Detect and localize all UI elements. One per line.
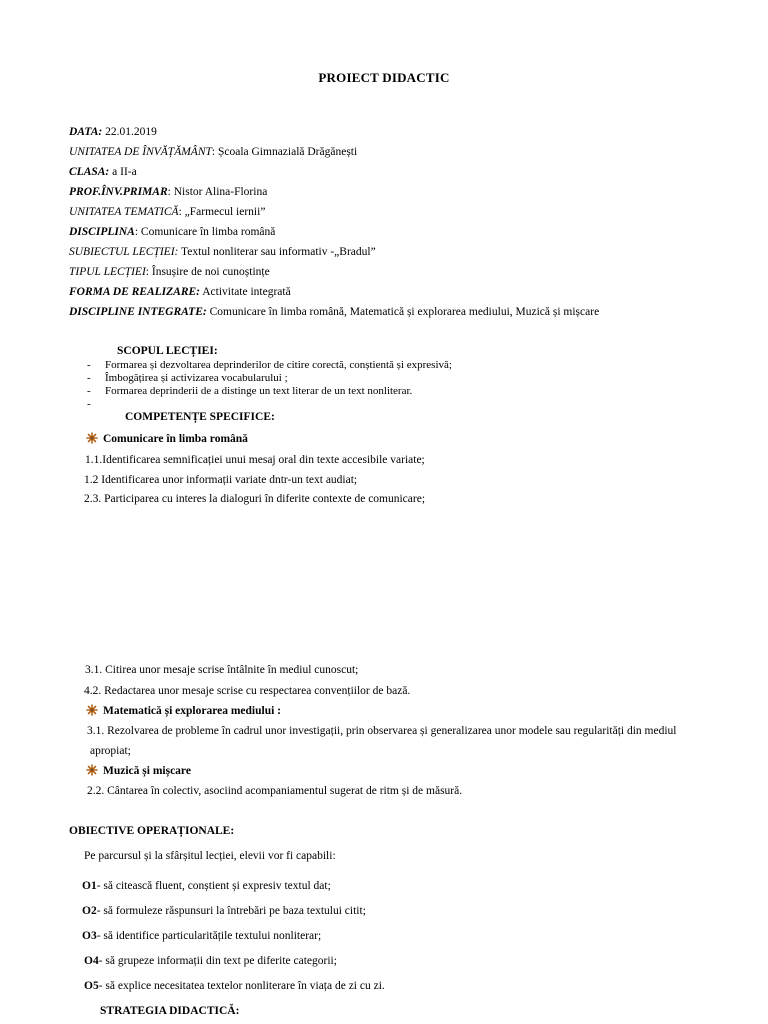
- field-value: Comunicare în limba română, Matematică și explorarea mediului, Muzică și mișcare: [206, 306, 600, 318]
- field-prof: [69, 185, 267, 199]
- field-label: FORMA DE REALIZARE:: [69, 286, 201, 298]
- field-value: : „Farmecul iernii”: [178, 206, 266, 218]
- competenta-item: 3.1. Rezolvarea de probleme în cadrul unor investigații, prin observarea și generalizarea unor modele sau regularități din mediul: [87, 725, 677, 737]
- field-label: UNITATEA TEMATICĂ: [69, 206, 179, 218]
- competenta-item: 2.3. Participarea cu interes la dialoguri în diferite contexte de comunicare;: [84, 493, 426, 505]
- field-value: Activitate integrată: [200, 286, 291, 298]
- field-label: TIPUL LECȚIEI: [69, 266, 146, 278]
- field-unitatea: [69, 145, 357, 159]
- field-label: CLASA:: [69, 166, 110, 178]
- field-subiectul: [69, 245, 376, 259]
- obiectiv-item: O3- să identifice particularitățile textului nonliterar;: [82, 930, 322, 942]
- obiectiv-item: O1- să citească fluent, conștient și expresiv textul dat;: [82, 880, 331, 892]
- star-bullet-icon: [86, 432, 98, 444]
- competente-heading: COMPETENȚE SPECIFICE:: [125, 411, 275, 423]
- competente-group-title: Comunicare în limba română: [86, 432, 248, 445]
- scop-item: -: [87, 398, 91, 410]
- field-disciplina: [69, 225, 275, 239]
- document-title: PROIECT DIDACTIC: [318, 70, 450, 85]
- field-clasa: [69, 165, 137, 179]
- field-label: UNITATEA DE ÎNVĂȚĂMÂNT: [69, 146, 212, 158]
- field-label: DISCIPLINA: [69, 226, 135, 238]
- field-value: 22.01.2019: [102, 126, 157, 138]
- field-value: : Însușire de noi cunoștințe: [145, 266, 270, 278]
- competente-group-title: Muzică și mișcare: [86, 764, 191, 777]
- competenta-item: 2.2. Cântarea în colectiv, asociind acompaniamentul sugerat de ritm și de măsură.: [87, 785, 463, 797]
- scop-item: - Îmbogățirea și activizarea vocabularului ;: [87, 372, 288, 384]
- field-discipline-integrate: [69, 305, 599, 319]
- field-label: DATA:: [69, 126, 103, 138]
- competenta-item: 1.1.Identificarea semnificației unui mesaj oral din texte accesibile variate;: [85, 454, 425, 466]
- field-forma: [69, 285, 291, 299]
- field-value: : Nistor Alina-Florina: [167, 186, 268, 198]
- obiectiv-item: O5- să explice necesitatea textelor nonliterare în viața de zi cu zi.: [84, 980, 385, 992]
- obiectiv-item: O4- să grupeze informații din text pe diferite categorii;: [84, 955, 337, 967]
- field-value: Textul nonliterar sau informativ -„Bradul”: [178, 246, 376, 258]
- obiectiv-item: O2- să formuleze răspunsuri la întrebări pe baza textului citit;: [82, 905, 366, 917]
- field-value: a II-a: [109, 166, 137, 178]
- scop-item: - Formarea și dezvoltarea deprinderilor de citire corectă, conștientă și expresivă;: [87, 359, 452, 371]
- obiective-intro: Pe parcursul și la sfârșitul lecției, elevii vor fi capabili:: [84, 850, 336, 862]
- obiective-heading: OBIECTIVE OPERAȚIONALE:: [69, 825, 235, 837]
- field-label: DISCIPLINE INTEGRATE:: [69, 306, 207, 318]
- field-label: PROF.ÎNV.PRIMAR: [69, 186, 168, 198]
- field-label: SUBIECTUL LECȚIEI:: [69, 246, 179, 258]
- scop-heading: SCOPUL LECȚIEI:: [117, 345, 218, 357]
- competente-group-title: Matematică și explorarea mediului :: [86, 704, 281, 717]
- field-value: : Comunicare în limba română: [134, 226, 276, 238]
- competenta-item: 1.2 Identificarea unor informații variate dntr-un text audiat;: [84, 474, 358, 486]
- star-bullet-icon: [86, 704, 98, 716]
- field-data: [69, 125, 157, 139]
- star-bullet-icon: [86, 764, 98, 776]
- competenta-item: 4.2. Redactarea unor mesaje scrise cu respectarea convențiilor de bază.: [84, 685, 411, 697]
- competenta-item: apropiat;: [90, 745, 131, 757]
- strategia-heading: STRATEGIA DIDACTICĂ:: [100, 1005, 240, 1017]
- field-value: : Școala Gimnazială Drăgănești: [211, 146, 358, 158]
- field-tipul: [69, 265, 270, 279]
- competenta-item: 3.1. Citirea unor mesaje scrise întâlnite în mediul cunoscut;: [85, 664, 359, 676]
- scop-item: - Formarea deprinderii de a distinge un text literar de un text nonliterar.: [87, 385, 413, 397]
- field-unitatea-tematica: [69, 205, 265, 219]
